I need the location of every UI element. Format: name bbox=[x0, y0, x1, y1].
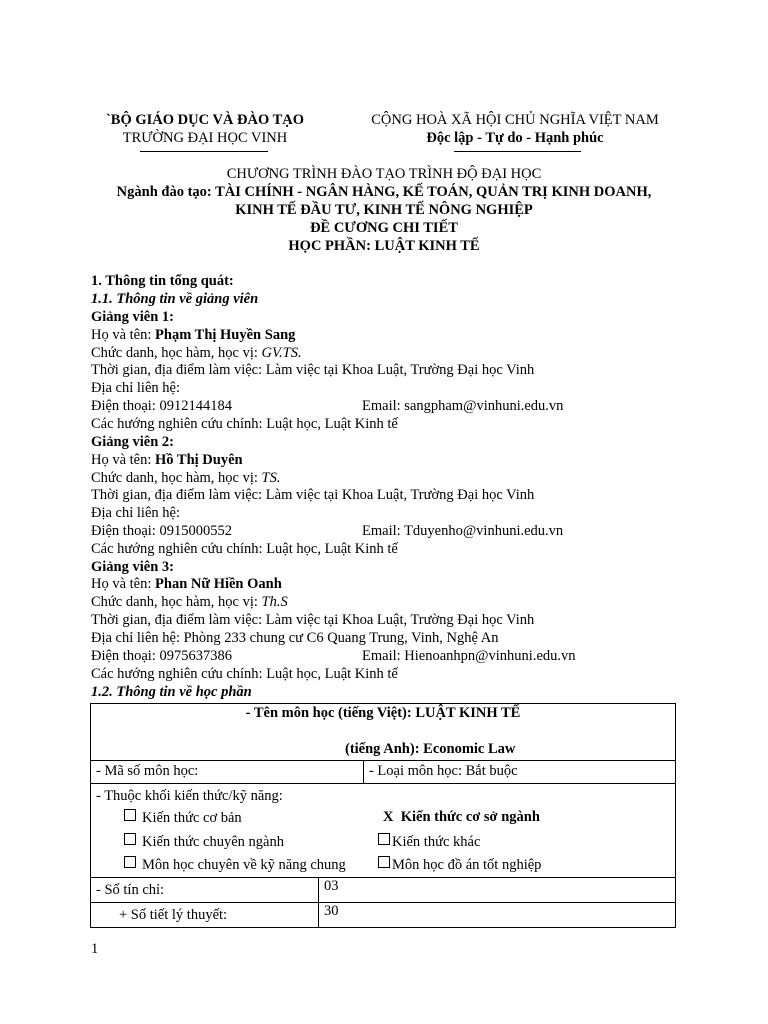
lecturer2-address-row: Địa chỉ liên hệ: bbox=[91, 505, 180, 521]
checkbox-icon bbox=[124, 833, 136, 845]
course-code-cell: - Mã số môn học: bbox=[91, 761, 364, 784]
credits-value-cell: 03 bbox=[319, 878, 676, 903]
course-info-table bbox=[90, 703, 676, 928]
section12-heading: 1.2. Thông tin về học phần bbox=[91, 684, 252, 700]
knowledge-block-label: - Thuộc khối kiến thức/kỹ năng: bbox=[96, 788, 283, 804]
header-left-underline bbox=[140, 151, 268, 152]
page-number: 1 bbox=[91, 941, 99, 957]
checkbox-icon bbox=[378, 856, 390, 868]
republic-name: CỘNG HOÀ XÃ HỘI CHỦ NGHĨA VIỆT NAM bbox=[371, 112, 659, 128]
option-basic[interactable]: Kiến thức cơ bản bbox=[124, 809, 242, 827]
option-specialized[interactable]: Kiến thức chuyên ngành bbox=[124, 833, 284, 851]
theory-label-cell: + Số tiết lý thuyết: bbox=[91, 903, 319, 928]
checkbox-icon bbox=[124, 809, 136, 821]
lecturer3-research: Luật học, Luật Kinh tế bbox=[266, 666, 398, 682]
lecturer2-name: Hồ Thị Duyên bbox=[155, 452, 243, 468]
option-skills[interactable]: Môn học chuyên về kỹ năng chung bbox=[124, 856, 346, 874]
lecturer2-name-row: Họ và tên: Hồ Thị Duyên bbox=[91, 452, 243, 468]
ministry-name: `BỘ GIÁO DỤC VÀ ĐÀO TẠO bbox=[105, 112, 305, 128]
lecturer1-research-row: Các hướng nghiên cứu chính: Luật học, Luật Kinh tế bbox=[91, 416, 398, 432]
lecturer1-research: Luật học, Luật Kinh tế bbox=[266, 416, 398, 432]
lecturer2-contact-row: Điện thoại: 0915000552 Email: Tduyenho@vinhuni.edu.vn bbox=[91, 523, 564, 539]
lecturer1-name-row: Họ và tên: Phạm Thị Huyền Sang bbox=[91, 327, 296, 343]
knowledge-block-cell bbox=[91, 784, 676, 878]
lecturer2-phone: 0915000552 bbox=[159, 523, 232, 539]
lecturer1-heading: Giảng viên 1: bbox=[91, 309, 174, 325]
lecturer2-workplace-row: Thời gian, địa điểm làm việc: Làm việc tại Khoa Luật, Trường Đại học Vinh bbox=[91, 487, 535, 503]
header-right-underline bbox=[454, 151, 581, 152]
checkbox-icon bbox=[378, 833, 390, 845]
major-line-cont: KINH TẾ ĐẦU TƯ, KINH TẾ NÔNG NGHIỆP bbox=[235, 202, 533, 218]
major-line: Ngành đào tạo: TÀI CHÍNH - NGÂN HÀNG, KẾ TOÁN, QUẢN TRỊ KINH DOANH, bbox=[116, 184, 652, 200]
lecturer3-name: Phan Nữ Hiền Oanh bbox=[155, 576, 282, 592]
lecturer2-research: Luật học, Luật Kinh tế bbox=[266, 541, 398, 557]
lecturer2-title-row: Chức danh, học hàm, học vị: TS. bbox=[91, 470, 281, 486]
lecturer1-workplace-row: Thời gian, địa điểm làm việc: Làm việc tại Khoa Luật, Trường Đại học Vinh bbox=[91, 362, 535, 378]
lecturer3-email: Hienoanhpn@vinhuni.edu.vn bbox=[404, 648, 576, 664]
motto: Độc lập - Tự do - Hạnh phúc bbox=[426, 130, 604, 146]
course-title: HỌC PHẦN: LUẬT KINH TẾ bbox=[288, 238, 480, 254]
course-name-cell bbox=[91, 704, 676, 761]
lecturer1-title-row: Chức danh, học hàm, học vị: GV.TS. bbox=[91, 345, 302, 361]
lecturer1-name: Phạm Thị Huyền Sang bbox=[155, 327, 296, 343]
outline-title: ĐỀ CƯƠNG CHI TIẾT bbox=[310, 220, 458, 236]
course-name-en: (tiếng Anh): Economic Law bbox=[345, 741, 516, 757]
lecturer3-workplace-row: Thời gian, địa điểm làm việc: Làm việc tại Khoa Luật, Trường Đại học Vinh bbox=[91, 612, 535, 628]
lecturer2-research-row: Các hướng nghiên cứu chính: Luật học, Luật Kinh tế bbox=[91, 541, 398, 557]
option-foundation[interactable]: X Kiến thức cơ sở ngành bbox=[383, 809, 540, 825]
option-other[interactable]: Kiến thức khác bbox=[378, 833, 480, 851]
lecturer1-contact-row: Điện thoại: 0912144184 Email: sangpham@vinhuni.edu.vn bbox=[91, 398, 564, 414]
lecturer2-email: Tduyenho@vinhuni.edu.vn bbox=[404, 523, 564, 539]
lecturer3-phone: 0975637386 bbox=[159, 648, 232, 664]
course-name-vn: - Tên môn học (tiếng Việt): LUẬT KINH TẾ bbox=[245, 705, 521, 721]
lecturer3-contact-row: Điện thoại: 0975637386 Email: Hienoanhpn@vinhuni.edu.vn bbox=[91, 648, 576, 664]
credits-label-cell: - Số tín chỉ: bbox=[91, 878, 319, 903]
lecturer1-title: GV.TS. bbox=[261, 345, 302, 361]
checkbox-icon bbox=[124, 856, 136, 868]
lecturer3-title-row: Chức danh, học hàm, học vị: Th.S bbox=[91, 594, 288, 610]
lecturer3-title: Th.S bbox=[261, 594, 288, 610]
lecturer1-phone: 0912144184 bbox=[159, 398, 232, 414]
theory-value-cell: 30 bbox=[319, 903, 676, 928]
lecturer1-address-row: Địa chỉ liên hệ: bbox=[91, 380, 180, 396]
lecturer1-workplace: Làm việc tại Khoa Luật, Trường Đại học Vinh bbox=[265, 362, 535, 378]
lecturer3-name-row: Họ và tên: Phan Nữ Hiền Oanh bbox=[91, 576, 282, 592]
university-name: TRƯỜNG ĐẠI HỌC VINH bbox=[122, 130, 288, 146]
lecturer3-research-row: Các hướng nghiên cứu chính: Luật học, Luật Kinh tế bbox=[91, 666, 398, 682]
course-type-cell: - Loại môn học: Bắt buộc bbox=[363, 761, 675, 784]
section1-heading: 1. Thông tin tổng quát: bbox=[91, 273, 234, 289]
lecturer2-title: TS. bbox=[261, 470, 281, 486]
program-title: CHƯƠNG TRÌNH ĐÀO TẠO TRÌNH ĐỘ ĐẠI HỌC bbox=[226, 166, 542, 182]
section11-heading: 1.1. Thông tin về giảng viên bbox=[91, 291, 259, 307]
option-project[interactable]: Môn học đồ án tốt nghiệp bbox=[378, 856, 541, 874]
check-mark-icon: X bbox=[383, 809, 394, 825]
lecturer3-workplace: Làm việc tại Khoa Luật, Trường Đại học Vinh bbox=[265, 612, 535, 628]
lecturer3-address: Phòng 233 chung cư C6 Quang Trung, Vinh, Nghệ An bbox=[183, 630, 499, 646]
lecturer2-workplace: Làm việc tại Khoa Luật, Trường Đại học Vinh bbox=[265, 487, 535, 503]
lecturer1-email: sangpham@vinhuni.edu.vn bbox=[404, 398, 564, 414]
lecturer3-address-row: Địa chỉ liên hệ: Phòng 233 chung cư C6 Quang Trung, Vinh, Nghệ An bbox=[91, 630, 499, 646]
lecturer2-heading: Giảng viên 2: bbox=[91, 434, 174, 450]
lecturer3-heading: Giảng viên 3: bbox=[91, 559, 174, 575]
